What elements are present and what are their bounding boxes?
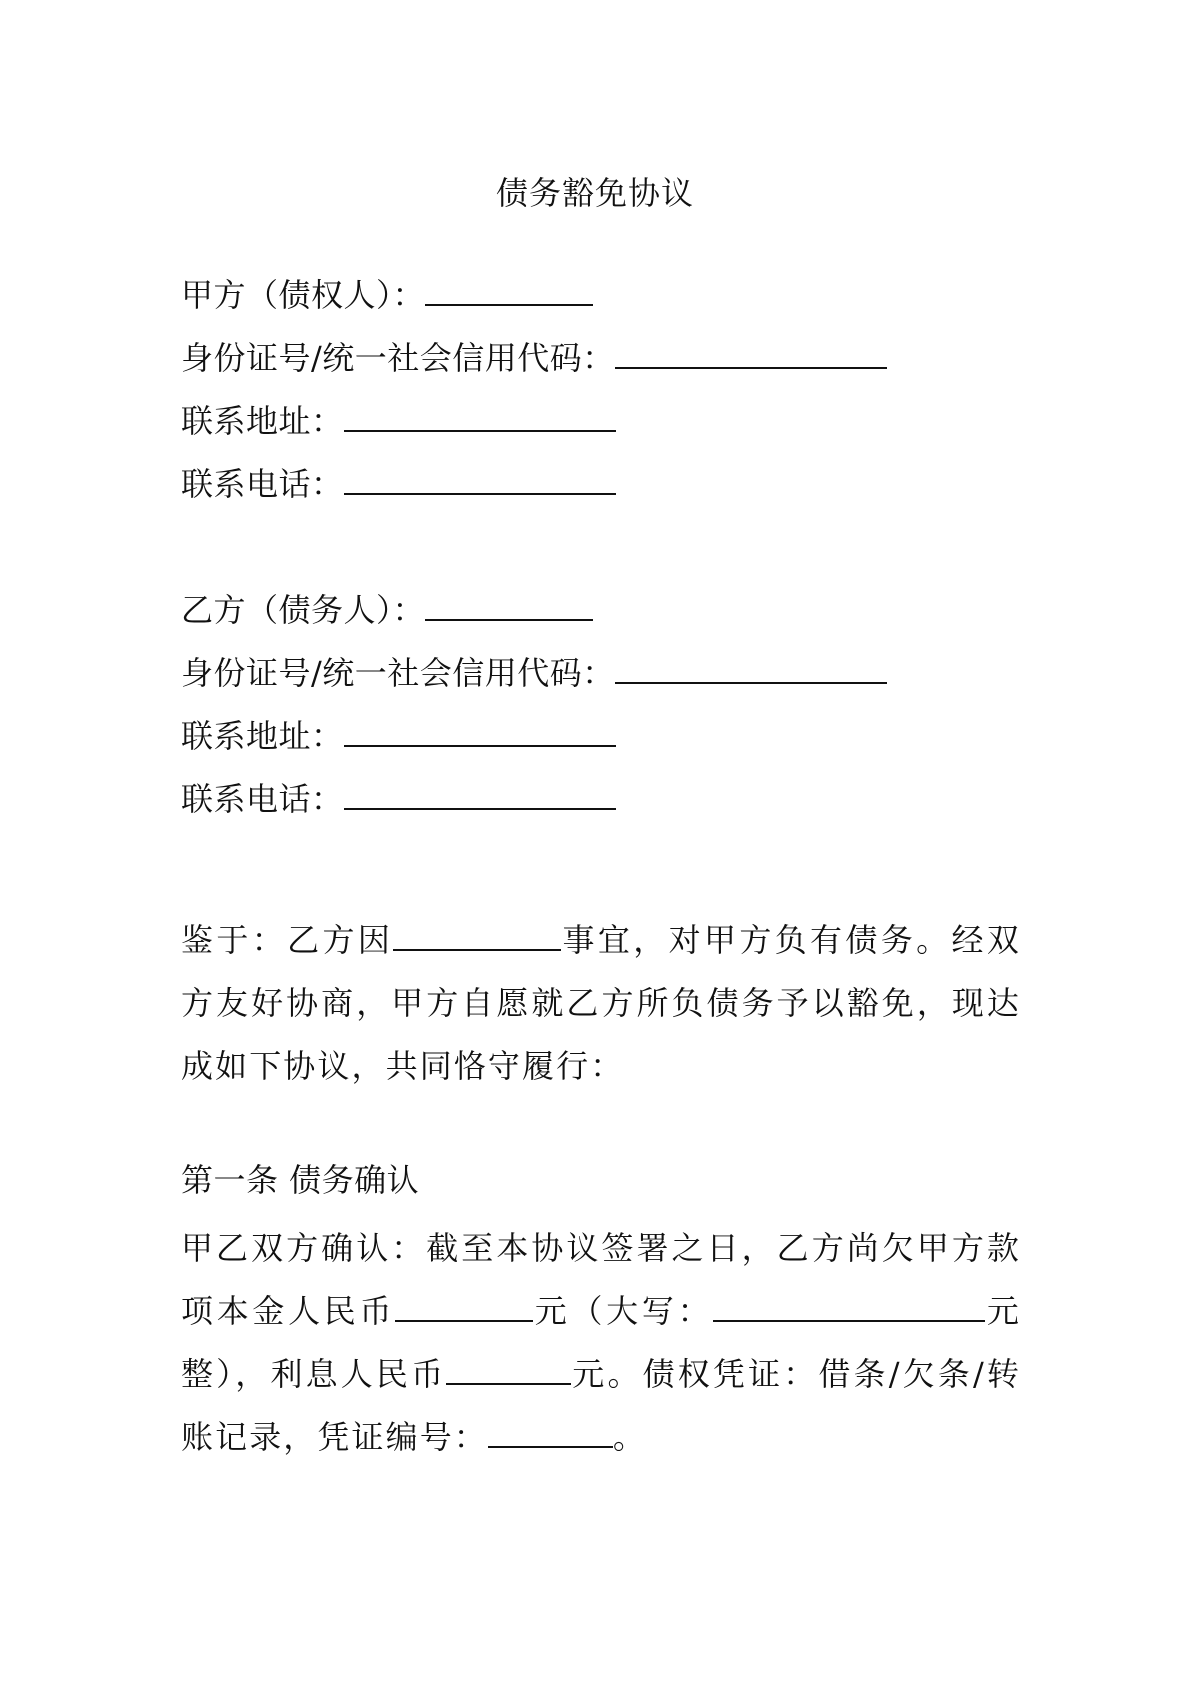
party-b-name-blank[interactable] (425, 589, 593, 621)
article-1-text-1: 甲乙双方确认：截至本协议签署之日，乙方尚欠甲方款项本金人民币 (181, 1229, 1021, 1330)
recital-text-2: 事宜，对甲方负有债务。经双方友好协商，甲方自愿就乙方所负债务予以豁免，现达成如下协议，共同恪守履行： (181, 921, 1021, 1085)
party-a-id-label: 身份证号/统一社会信用代码： (181, 339, 615, 377)
party-a-address-blank[interactable] (344, 400, 616, 432)
party-b-name-line (181, 589, 593, 630)
article-1-text-4: 元。债权凭证：借条/欠条/转账记录，凭证编号： (181, 1355, 1021, 1456)
article-1-heading: 第一条 债务确认 (181, 1161, 420, 1199)
recital-matter-blank[interactable] (393, 919, 561, 951)
party-b-phone-line (181, 778, 616, 819)
party-b-address-line (181, 715, 616, 756)
party-a-id-line (181, 337, 887, 378)
party-b-name-label: 乙方（债务人）： (181, 591, 426, 629)
party-a-address-line (181, 400, 616, 441)
article-1-paragraph (181, 1217, 1021, 1469)
party-b-address-blank[interactable] (344, 715, 616, 747)
principal-amount-blank[interactable] (395, 1290, 533, 1322)
party-a-name-line (181, 274, 593, 315)
party-a-address-label: 联系地址： (181, 402, 344, 440)
party-a-phone-label: 联系电话： (181, 465, 344, 503)
party-a-name-blank[interactable] (425, 274, 593, 306)
voucher-number-blank[interactable] (488, 1416, 613, 1448)
party-b-id-line (181, 652, 887, 693)
party-a-phone-blank[interactable] (344, 463, 616, 495)
party-a-name-label: 甲方（债权人）： (181, 276, 426, 314)
party-b-id-blank[interactable] (615, 652, 887, 684)
article-1-text-5: 。 (612, 1418, 648, 1456)
recital-text-1: 鉴于：乙方因 (181, 921, 394, 959)
article-1-text-2: 元（大写： (533, 1292, 714, 1330)
recital-paragraph (181, 909, 1021, 1098)
party-b-phone-blank[interactable] (344, 778, 616, 810)
party-b-id-label: 身份证号/统一社会信用代码： (181, 654, 615, 692)
document-title: 债务豁免协议 (495, 174, 694, 212)
party-b-address-label: 联系地址： (181, 717, 344, 755)
party-a-id-blank[interactable] (615, 337, 887, 369)
interest-amount-blank[interactable] (446, 1353, 571, 1385)
article-1-text-3: 元整），利息人民币 (181, 1292, 1021, 1393)
party-a-phone-line (181, 463, 616, 504)
principal-uppercase-blank[interactable] (713, 1290, 985, 1322)
party-b-phone-label: 联系电话： (181, 780, 344, 818)
